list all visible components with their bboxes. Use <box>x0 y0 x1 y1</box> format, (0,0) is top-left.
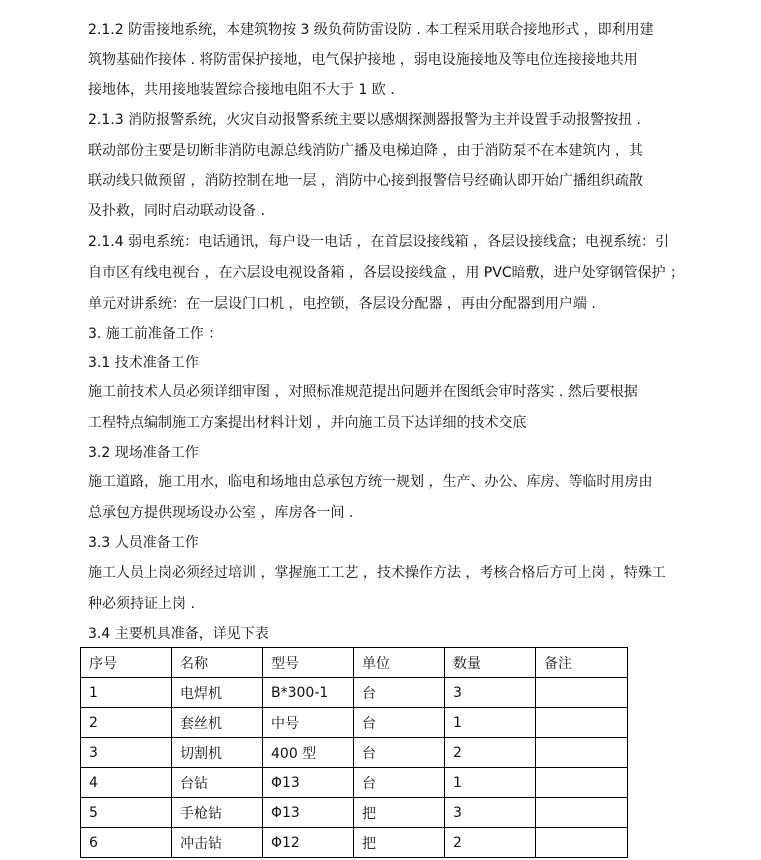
table-cell: 3 <box>81 738 172 768</box>
table-cell: 400 型 <box>263 738 354 768</box>
header-cell: 型号 <box>263 648 354 678</box>
text-line: 2.1.3 消防报警系统，火灾自动报警系统主要以感烟探测器报警为主并设置手动报警按扭 . <box>88 112 641 128</box>
table-cell: 1 <box>445 708 536 738</box>
text-line: 2.1.4 弱电系统：电话通讯，每户设一电话 ，在首层设接线箱 ，各层设接线盒；电视系统：引 <box>88 234 669 250</box>
subsection-heading: 3.4 主要机具准备，详见下表 <box>88 626 269 642</box>
table-cell: 中号 <box>263 708 354 738</box>
table-header-row <box>81 648 628 678</box>
text-line: 联动线只做预留 ，消防控制在地一层 ，消防中心接到报警信号经确认即开始广播组织疏散 <box>88 173 643 189</box>
table-cell: 2 <box>81 708 172 738</box>
table-row <box>81 678 628 708</box>
table-cell <box>536 708 628 738</box>
text-line: 自市区有线电视台 ，在六层设电视设备箱 ，各层设接线盒 ，用 PVC暗敷，进户处穿钢管保护 ； <box>88 265 685 281</box>
table-cell <box>536 738 628 768</box>
table-cell: 台 <box>354 708 445 738</box>
table-cell: 把 <box>354 798 445 828</box>
table-cell: 台 <box>354 678 445 708</box>
table-cell: 台 <box>354 768 445 798</box>
text-line: 施工道路，施工用水，临电和场地由总承包方统一规划 ，生产、办公、库房、等临时用房由 <box>88 474 653 490</box>
table-cell: 3 <box>445 678 536 708</box>
table-cell: 冲击钻 <box>172 828 263 858</box>
table-cell: 1 <box>81 678 172 708</box>
table-cell: 5 <box>81 798 172 828</box>
table-row <box>81 738 628 768</box>
table-cell: 2 <box>445 738 536 768</box>
header-cell: 数量 <box>445 648 536 678</box>
text-line: 联动部份主要是切断非消防电源总线消防广播及电梯迫降 ，由于消防泵不在本建筑内 ，其 <box>88 143 643 159</box>
table-cell: B*300-1 <box>263 678 354 708</box>
text-line: 总承包方提供现场设办公室 ，库房各一间 . <box>88 505 354 521</box>
table-cell: Φ12 <box>263 828 354 858</box>
table-cell: 套丝机 <box>172 708 263 738</box>
subsection-heading: 3.1 技术准备工作 <box>88 355 199 371</box>
table-cell: 1 <box>445 768 536 798</box>
table-row <box>81 798 628 828</box>
table-cell: 把 <box>354 828 445 858</box>
section-heading: 3. 施工前准备工作 ： <box>88 326 223 342</box>
equipment-table <box>80 647 628 858</box>
table-row <box>81 708 628 738</box>
header-cell: 序号 <box>81 648 172 678</box>
header-cell: 单位 <box>354 648 445 678</box>
text-line: 2.1.2 防雷接地系统，本建筑物按 3 级负荷防雷设防 . 本工程采用联合接地形式 ，即利用建 <box>88 22 654 38</box>
subsection-heading: 3.2 现场准备工作 <box>88 445 199 461</box>
table-row <box>81 828 628 858</box>
table-cell: 电焊机 <box>172 678 263 708</box>
table-cell: 台钻 <box>172 768 263 798</box>
header-cell: 名称 <box>172 648 263 678</box>
table-cell: 手枪钻 <box>172 798 263 828</box>
table-cell: Φ13 <box>263 798 354 828</box>
text-line: 工程特点编制施工方案提出材料计划 ，并向施工员下达详细的技术交底 <box>88 415 527 431</box>
text-line: 筑物基础作接体 . 将防雷保护接地，电气保护接地 ，弱电设施接地及等电位连接接地共用 <box>88 52 638 68</box>
table-cell <box>536 768 628 798</box>
subsection-heading: 3.3 人员准备工作 <box>88 535 199 551</box>
table-cell <box>536 798 628 828</box>
table-cell <box>536 678 628 708</box>
table-cell: 3 <box>445 798 536 828</box>
table-cell: Φ13 <box>263 768 354 798</box>
text-line: 施工前技术人员必须详细审图 ，对照标准规范提出问题并在图纸会审时落实 . 然后要根据 <box>88 384 638 400</box>
text-line: 及扑救，同时启动联动设备 . <box>88 203 265 219</box>
text-line: 种必须持证上岗 . <box>88 596 195 612</box>
text-line: 施工人员上岗必须经过培训 ，掌握施工工艺 ，技术操作方法 ，考核合格后方可上岗 ，特殊工 <box>88 565 666 581</box>
text-line: 接地体，共用接地装置综合接地电阻不大于 1 欧 . <box>88 82 395 98</box>
table-cell: 切割机 <box>172 738 263 768</box>
table-cell: 6 <box>81 828 172 858</box>
table-cell: 2 <box>445 828 536 858</box>
table-row <box>81 768 628 798</box>
header-cell: 备注 <box>536 648 628 678</box>
table-cell <box>536 828 628 858</box>
table-cell: 台 <box>354 738 445 768</box>
text-line: 单元对讲系统：在一层设门口机 ，电控锁，各层设分配器 ，再由分配器到用户端 . <box>88 296 596 312</box>
table-cell: 4 <box>81 768 172 798</box>
